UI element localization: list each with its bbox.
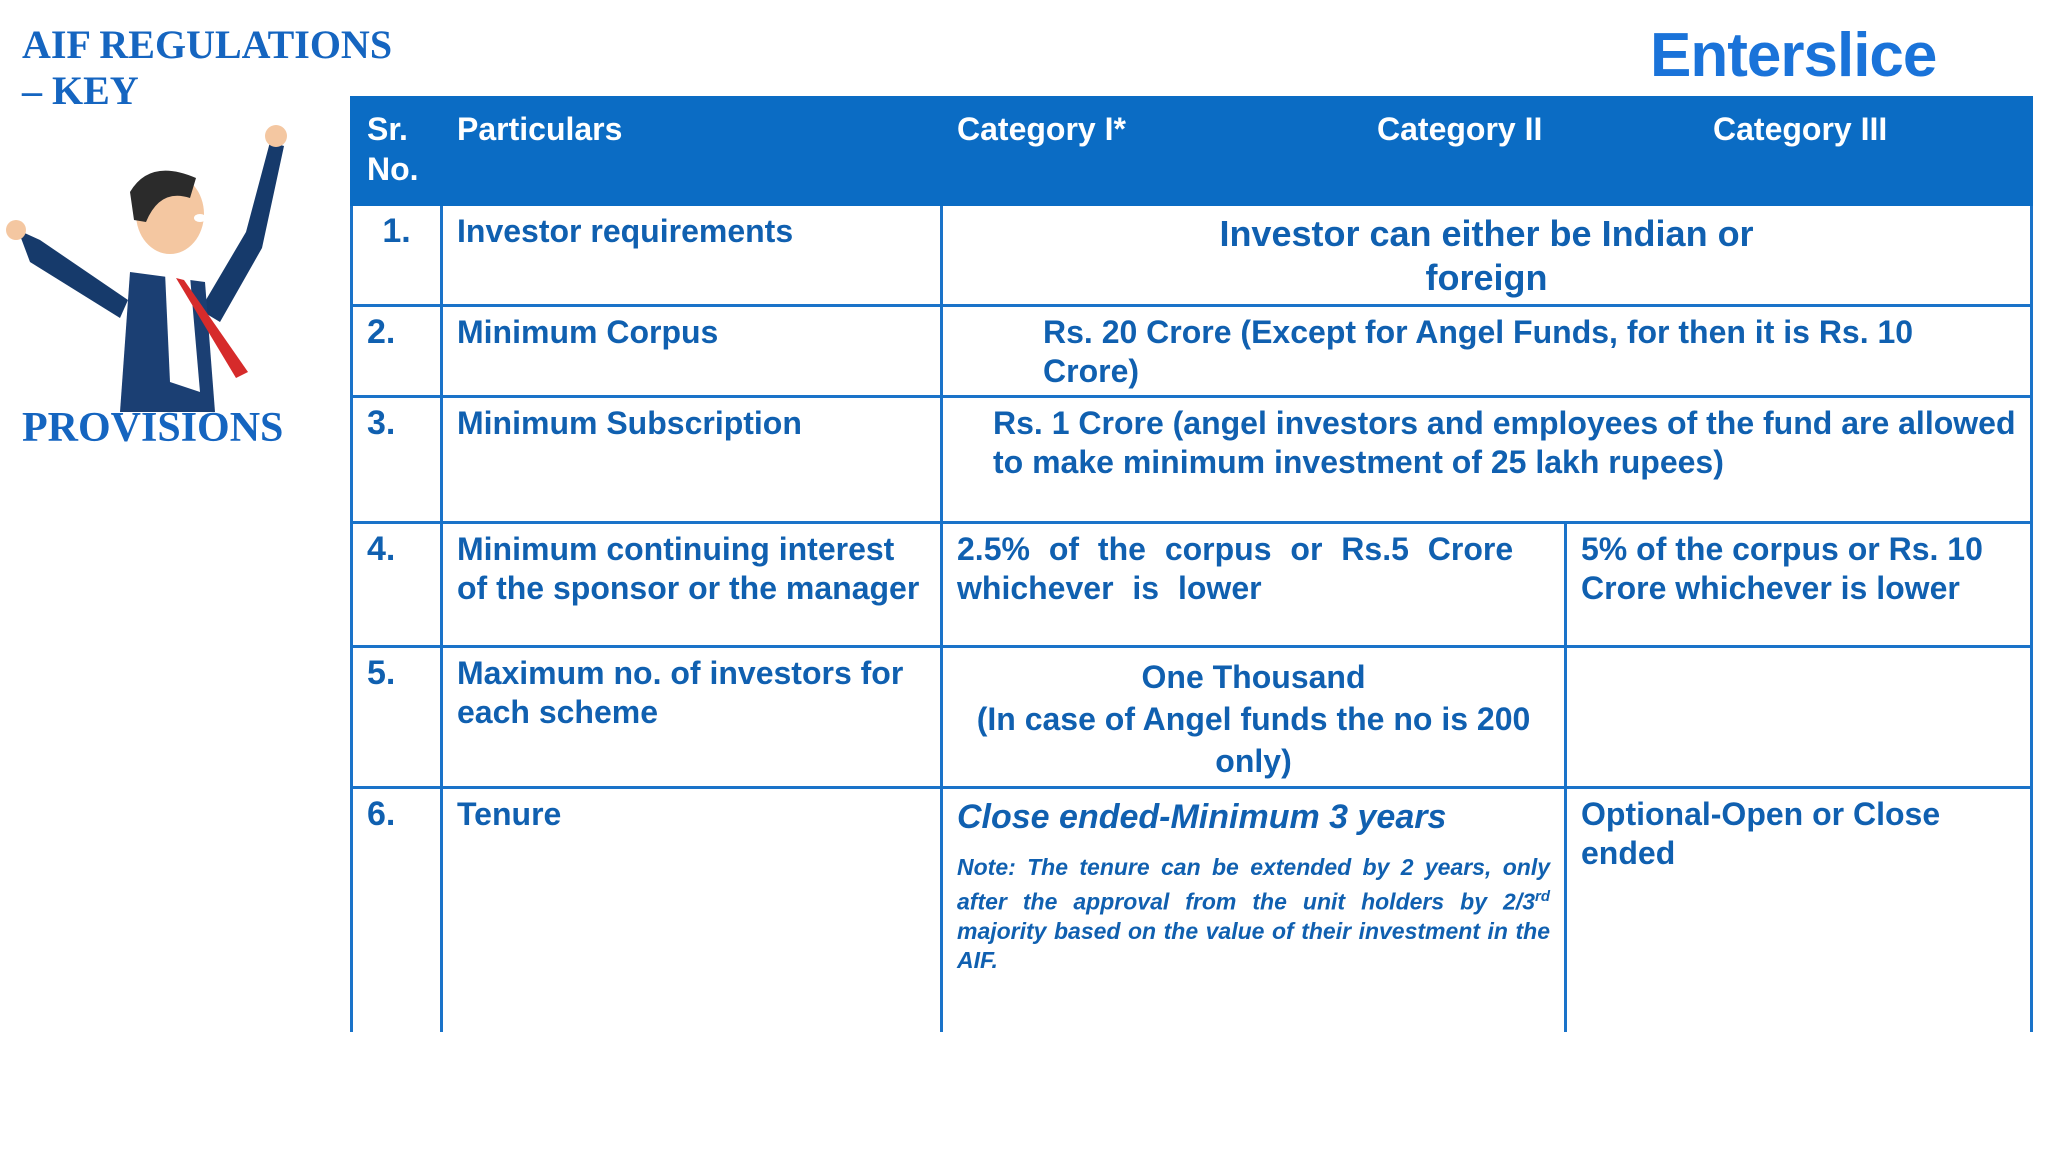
row-particular: Minimum continuing interest of the sponsor or the manager [442,523,942,647]
row-number: 5. [352,647,442,788]
row-category-1-2 [942,788,1566,1032]
row-category-1-2 [942,647,1566,788]
row-particular: Tenure [442,788,942,1032]
row-category-3: Optional-Open or Close ended [1566,788,2032,1032]
title-line-1: AIF REGULATIONS [22,22,393,67]
header-category-1: Category I* [957,111,1126,147]
tenure-value: Close ended-Minimum 3 years [957,798,1447,836]
row-value-text: Rs. 1 Crore (angel investors and employees of the fund are allowed to make minimum investment of 25 lakh rupees) [993,405,2016,480]
businessman-illustration [0,122,300,412]
row-value-line-2: (In case of Angel funds the no is 200 only) [976,701,1531,779]
tenure-note: Note: The tenure can be extended by 2 years, only after the approval from the unit holders by 2/3rd majority based on the value of their investment in the AIF. [957,854,1550,973]
row-particular: Minimum Subscription [442,397,942,523]
title-line-3: PROVISIONS [22,405,284,451]
row-value-text: Rs. 20 Crore (Except for Angel Funds, for then it is Rs. 10 Crore) [1043,314,1914,389]
table-row [352,647,2032,788]
header-sr-no: Sr. No. [352,98,442,205]
table-header-row [352,98,2032,205]
row-category-3: 5% of the corpus or Rs. 10 Crore whichever is lower [1566,523,2032,647]
header-categories [942,98,2032,205]
row-particular: Investor requirements [442,205,942,306]
table-row [352,306,2032,397]
row-number: 6. [352,788,442,1032]
row-number: 4. [352,523,442,647]
row-value-line-1: One Thousand [1141,659,1366,695]
row-value [942,205,2032,306]
row-value [942,306,2032,397]
header-category-2: Category II [1377,111,1543,147]
row-particular: Minimum Corpus [442,306,942,397]
title-line-2: – KEY [22,68,139,113]
row-number: 2. [352,306,442,397]
row-category-3 [1566,647,2032,788]
header-category-3: Category III [1713,111,1888,147]
table-row [352,397,2032,523]
table-row [352,788,2032,1032]
row-particular: Maximum no. of investors for each scheme [442,647,942,788]
row-value-text: Investor can either be Indian or foreign [1219,213,1754,298]
row-number: 1. [352,205,442,306]
table-row [352,205,2032,306]
row-value [942,397,2032,523]
header-particulars: Particulars [442,98,942,205]
row-number: 3. [352,397,442,523]
row-category-1-2: 2.5% of the corpus or Rs.5 Crore whichever is lower [942,523,1566,647]
table-row [352,523,2032,647]
slide-title [22,22,392,114]
enterslice-logo[interactable]: Enterslice [1650,21,1937,90]
aif-provisions-table [350,96,2033,1032]
